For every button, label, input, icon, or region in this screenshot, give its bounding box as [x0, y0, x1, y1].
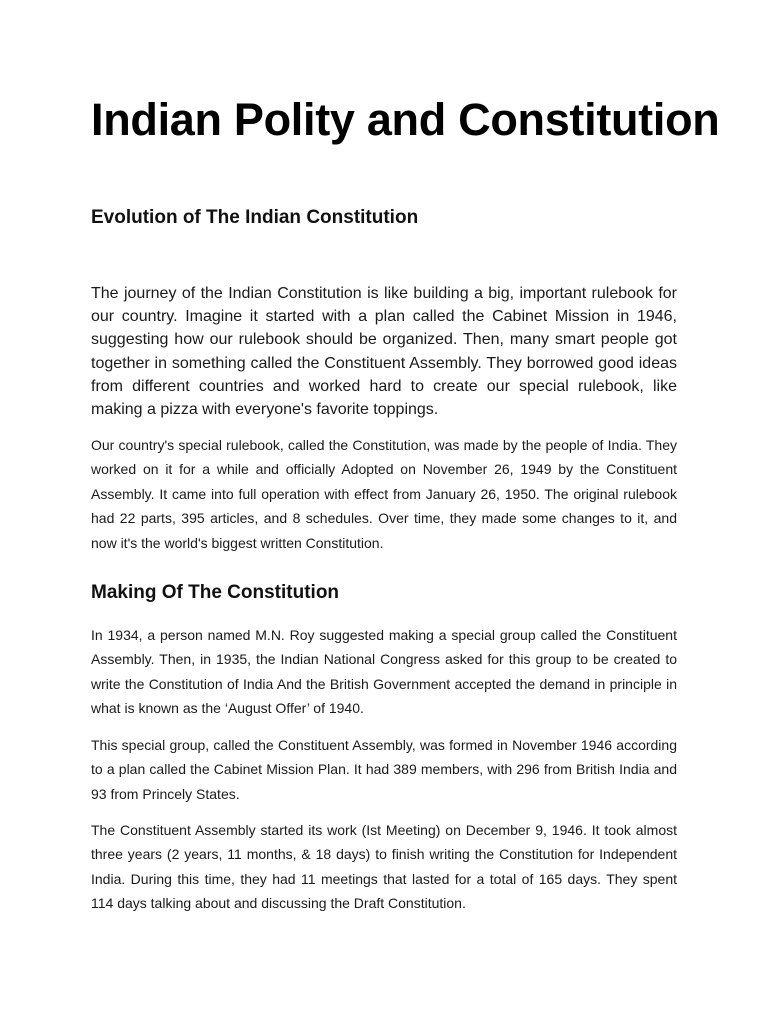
- paragraph-making-origin: In 1934, a person named M.N. Roy suggested making a special group called the Constituent Assembly. Then, in 1935, the Indian National Congress asked for this group to be created to write the Constitution of India And the British Government accepted the demand in principle in what is known as the ‘August Offer’ of 1940.: [91, 627, 677, 717]
- section-heading-making: Making Of The Constitution: [91, 582, 340, 603]
- section-heading-evolution: Evolution of The Indian Constitution: [91, 207, 419, 228]
- paragraph-making-formation: This special group, called the Constituent Assembly, was formed in November 1946 according to a plan called the Cabinet Mission Plan. It had 389 members, with 296 from British India and 93 from Princely States.: [91, 737, 677, 802]
- paragraph-evolution-adoption: Our country's special rulebook, called the Constitution, was made by the people of India. They worked on it for a while and officially Adopted on November 26, 1949 by the Constituent Assembly. It came into full operation with effect from January 26, 1950. The original rulebook had 22 parts, 395 articles, and 8 schedules. Over time, they made some changes to it, and now it's the world's biggest written Constitution.: [91, 437, 677, 551]
- paragraph-evolution-intro: The journey of the Indian Constitution is like building a big, important rulebook for our country. Imagine it started with a plan called the Cabinet Mission in 1946, suggesting how our rulebook should be organized. Then, many smart people got together in something called the Constituent Assembly. They borrowed good ideas from different countries and worked hard to create our special rulebook, like making a pizza with everyone's favorite toppings.: [91, 285, 677, 419]
- document-title: Indian Polity and Constitution: [91, 94, 720, 145]
- paragraph-making-meetings: The Constituent Assembly started its work (Ist Meeting) on December 9, 1946. It took almost three years (2 years, 11 months, & 18 days) to finish writing the Constitution for Independent India. During this time, they had 11 meetings that lasted for a total of 165 days. They spent 114 days talking about and discussing the Draft Constitution.: [91, 822, 677, 912]
